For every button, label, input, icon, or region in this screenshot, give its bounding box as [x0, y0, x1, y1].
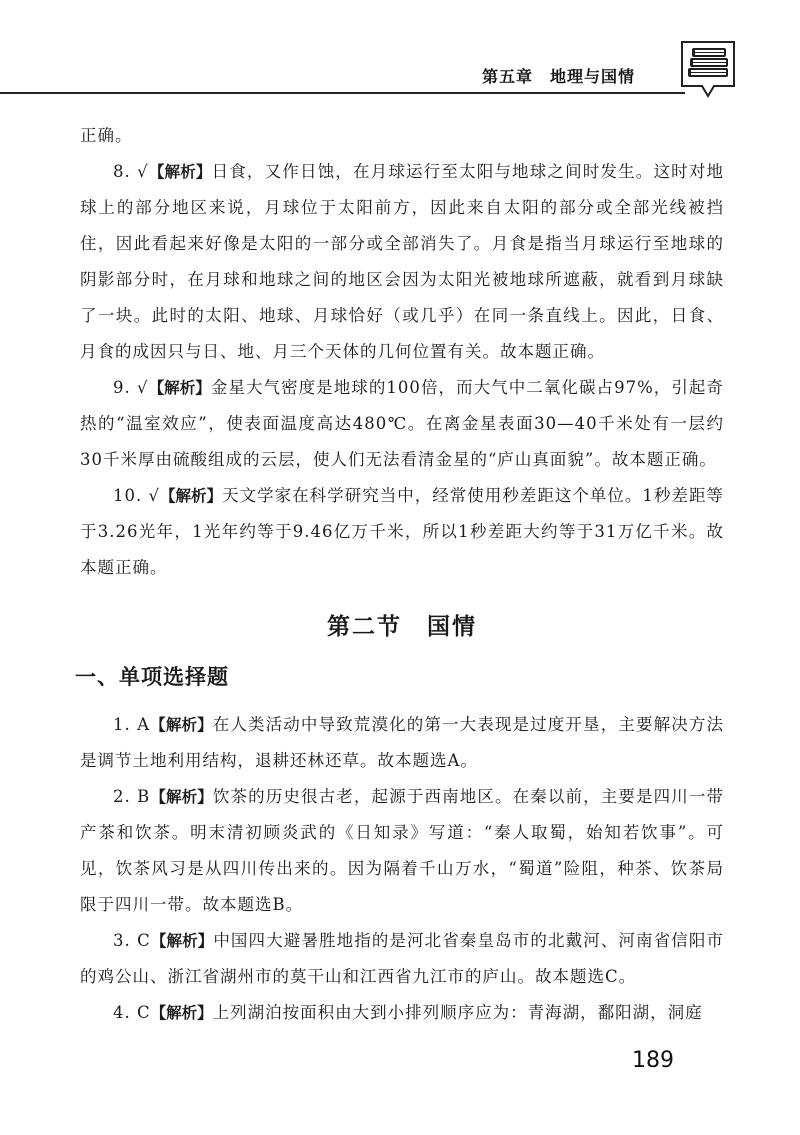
answer-text: 天文学家在科学研究当中，经常使用秒差距这个单位。1秒差距等于3.26光年，1光年约等于9.46亿万千米，所以1秒差距大约等于31万亿千米。故本题正确。: [80, 486, 724, 577]
answer-number: 9. √: [113, 378, 149, 397]
answer-item-9: [80, 370, 724, 478]
answer-number: 10. √: [113, 486, 161, 505]
page-content: [75, 118, 725, 1031]
answer-number: 8. √: [113, 162, 149, 181]
answer-text: 金星大气密度是地球的100倍，而大气中二氧化碳占97%，引起奇热的“温室效应”，使表面温度高达480℃。在离金星表面30—40千米处有一层约30千米厚由硫酸组成的云层，使人们无法看清金星的“庐山真面貌”。故本题正确。: [80, 378, 724, 469]
answer-number: 2. B: [113, 787, 151, 806]
book-stack-icon: [680, 40, 736, 100]
analysis-tag: 【解析】: [148, 379, 211, 397]
answer-text: 在人类活动中导致荒漠化的第一大表现是过度开垦，主要解决方法是调节土地利用结构，退耕还林还草。故本题选A。: [80, 715, 725, 770]
answer-text: 正确。: [80, 126, 133, 145]
chapter-title: 第五章 地理与国情: [481, 67, 635, 86]
answer-item-10: [80, 478, 724, 586]
answer-number: 1. A: [113, 715, 151, 734]
analysis-tag: 【解析】: [150, 788, 213, 806]
answer-item-8: [80, 154, 724, 370]
answer-item-3: [80, 923, 724, 995]
answer-text: 饮茶的历史很古老，起源于西南地区。在秦以前，主要是四川一带产茶和饮茶。明末清初顾炎武的《日知录》写道：“秦人取蜀，始知若饮事”。可见，饮茶风习是从四川传出来的。因为隔着千山万水，“蜀道”险阻，种茶、饮茶局限于四川一带。故本题选B。: [80, 787, 724, 914]
answer-item-4: [80, 995, 724, 1031]
subsection-title: 一、单项选择题: [75, 665, 229, 689]
analysis-tag: 【解析】: [150, 716, 213, 734]
header-rule: [0, 92, 685, 94]
answer-number: 3. C: [113, 931, 151, 950]
answer-continuation: [80, 118, 724, 154]
analysis-tag: 【解析】: [160, 487, 223, 505]
analysis-tag: 【解析】: [148, 163, 212, 181]
answer-item-1: [80, 707, 724, 779]
answer-text: 上列湖泊按面积由大到小排列顺序应为：青海湖，鄱阳湖，洞庭: [212, 1003, 703, 1022]
answer-text: 日食，又作日蚀，在月球运行至太阳与地球之间时发生。这时对地球上的部分地区来说，月球位于太阳前方，因此来自太阳的部分或全部光线被挡住，因此看起来好像是太阳的一部分或全部消失了。月食是指当月球运行至地球的阴影部分时，在月球和地球之间的地区会因为太阳光被地球所遮蔽，就看到月球缺了一块。此时的太阳、地球、月球恰好（或几乎）在同一条直线上。因此，日食、月食的成因只与日、地、月三个天体的几何位置有关。故本题正确。: [80, 162, 724, 361]
page-number: 189: [632, 1048, 674, 1073]
answer-number: 4. C: [113, 1003, 151, 1022]
answer-text: 中国四大避暑胜地指的是河北省秦皇岛市的北戴河、河南省信阳市的鸡公山、浙江省湖州市的莫干山和江西省九江市的庐山。故本题选C。: [80, 931, 724, 986]
answer-item-2: [80, 779, 724, 923]
analysis-tag: 【解析】: [150, 1004, 213, 1022]
analysis-tag: 【解析】: [150, 932, 214, 950]
section-title: 第二节 国情: [327, 614, 477, 640]
